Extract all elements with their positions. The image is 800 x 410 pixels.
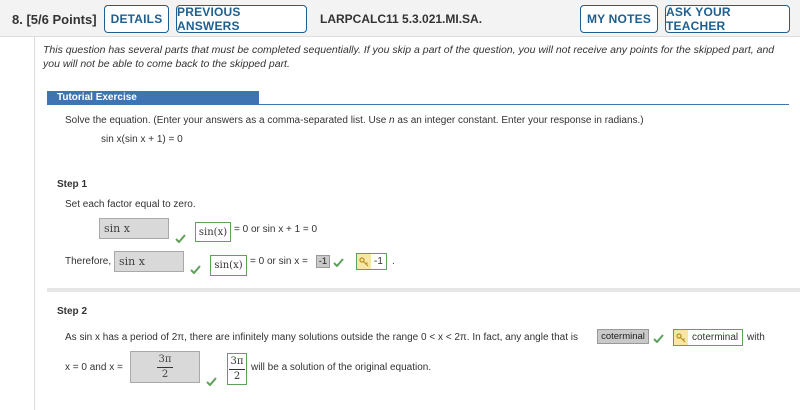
intro-text: This question has several parts that must be completed sequentially. If you skip a part of the question, you will not receive any points for the skipped part, and you will not be able to come back to the skipped part.	[43, 44, 775, 70]
step1-text: Set each factor equal to zero.	[65, 199, 196, 210]
step1-input-1[interactable]: sin x	[99, 218, 169, 239]
key-icon	[674, 330, 688, 345]
check-icon	[206, 377, 217, 386]
step1-answer-1: sin(x)	[195, 222, 231, 242]
tutorial-equation: sin x(sin x + 1) = 0	[101, 134, 183, 145]
check-icon	[175, 234, 186, 243]
step1-input-2[interactable]: sin x	[114, 251, 184, 272]
question-code: LARPCALC11 5.3.021.MI.SA.	[320, 12, 483, 26]
details-button[interactable]: DETAILS	[104, 5, 169, 33]
step1-equation-rest: = 0 or sin x + 1 = 0	[234, 224, 318, 235]
with-label: with	[747, 332, 765, 343]
step2-text: As sin x has a period of 2π, there are infinitely many solutions outside the range 0 < x < 2π. In fact, any angle that is	[65, 332, 578, 343]
step2-title: Step 2	[57, 306, 88, 317]
therefore-label: Therefore,	[65, 256, 112, 267]
step2-input-coterminal[interactable]: coterminal	[597, 329, 649, 344]
question-header	[0, 0, 800, 37]
step1-answer-3: -1	[356, 253, 387, 270]
key-icon	[357, 254, 371, 269]
check-icon	[333, 258, 344, 267]
step1-period: .	[392, 256, 395, 267]
step1-input-3[interactable]: -1	[316, 255, 330, 268]
check-icon	[653, 334, 664, 343]
step1-equation-rest-2: = 0 or sin x =	[250, 256, 308, 267]
tutorial-divider	[47, 104, 789, 105]
check-icon	[190, 265, 201, 274]
step-divider	[47, 288, 800, 292]
step2-answer-fraction: $\frac{3\pi}{2}$	[227, 353, 247, 385]
tutorial-instruction: Solve the equation. (Enter your answers as a comma-separated list. Use n as an integer constant. Enter your response in radians.)	[65, 115, 644, 126]
step2-tail-text: will be a solution of the original equation.	[251, 362, 432, 373]
step2-answer-coterminal: coterminal	[673, 329, 743, 346]
previous-answers-button[interactable]: PREVIOUS ANSWERS	[176, 5, 307, 33]
x-equals-label: x = 0 and x =	[65, 362, 123, 373]
step2-input-fraction[interactable]: $\frac{3\pi}{2}$	[130, 351, 200, 383]
step1-title: Step 1	[57, 179, 88, 190]
my-notes-button[interactable]: MY NOTES	[580, 5, 658, 33]
question-body	[34, 37, 800, 410]
points-label: [5/6 Points]	[26, 12, 97, 27]
step1-answer-2: sin(x)	[210, 255, 247, 276]
tutorial-title: Tutorial Exercise	[47, 91, 259, 105]
question-number: 8. [5/6 Points]	[12, 12, 97, 27]
ask-teacher-button[interactable]: ASK YOUR TEACHER	[665, 5, 790, 33]
